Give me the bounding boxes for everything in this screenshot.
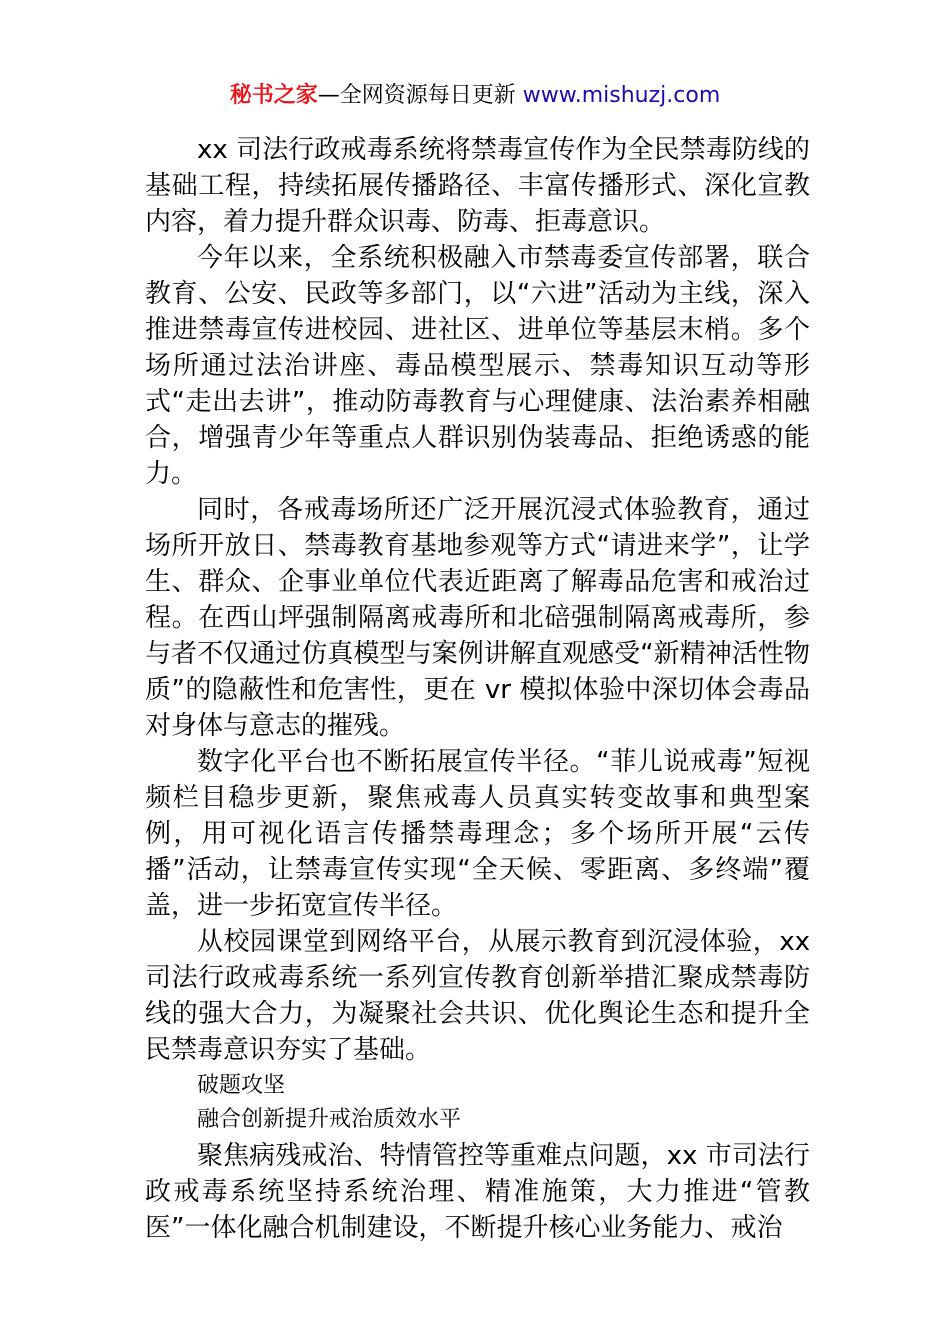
paragraph-6: 聚焦病残戒治、特情管控等重难点问题，xx 市司法行政戒毒系统坚持系统治理、精准施策，大力推进“管教医”一体化融合机制建设，不断提升核心业务能力、戒治 (145, 1141, 810, 1243)
paragraph-2: 今年以来，全系统积极融入市禁毒委宣传部署，联合教育、公安、民政等多部门，以“六进”活动为主线，深入推进禁毒宣传进校园、进社区、进单位等基层末梢。多个场所通过法治讲座、毒品模型展示、禁毒知识互动等形式“走出去讲”，推动防毒教育与心理健康、法治素养相融合，增强青少年等重点人群识别伪装毒品、拒绝诱惑的能力。 (145, 243, 810, 489)
document-body (145, 132, 810, 1246)
section-subheading: 融合创新提升戒治质效水平 (197, 1107, 462, 1132)
brand-name: 秘书之家 (229, 83, 318, 108)
site-url-link[interactable]: www.mishuzj.com (522, 83, 721, 108)
paragraph-4: 数字化平台也不断拓展宣传半径。“菲儿说戒毒”短视频栏目稳步更新，聚焦戒毒人员真实转变故事和典型案例，用可视化语言传播禁毒理念；多个场所开展“云传播”活动，让禁毒宣传实现“全天候、零距离、多终端”覆盖，进一步拓宽宣传半径。 (145, 747, 810, 921)
paragraph-1: xx 司法行政戒毒系统将禁毒宣传作为全民禁毒防线的基础工程，持续拓展传播路径、丰富传播形式、深化宣教内容，着力提升群众识毒、防毒、拒毒意识。 (145, 135, 810, 237)
site-header (0, 80, 950, 112)
paragraph-3: 同时，各戒毒场所还广泛开展沉浸式体验教育，通过场所开放日、禁毒教育基地参观等方式“请进来学”，让学生、群众、企事业单位代表近距离了解毒品危害和戒治过程。在西山坪强制隔离戒毒所和北碚强制隔离戒毒所，参与者不仅通过仿真模型与案例讲解直观感受“新精神活性物质”的隐蔽性和危害性，更在 vr 模拟体验中深切体会毒品对身体与意志的摧残。 (145, 495, 810, 741)
site-tagline: —全网资源每日更新 (317, 83, 523, 108)
paragraph-5: 从校园课堂到网络平台，从展示教育到沉浸体验，xx 司法行政戒毒系统一系列宣传教育创新举措汇聚成禁毒防线的强大合力，为凝聚社会共识、优化舆论生态和提升全民禁毒意识夯实了基础。 (145, 927, 810, 1065)
section-heading: 破题攻坚 (197, 1073, 286, 1098)
